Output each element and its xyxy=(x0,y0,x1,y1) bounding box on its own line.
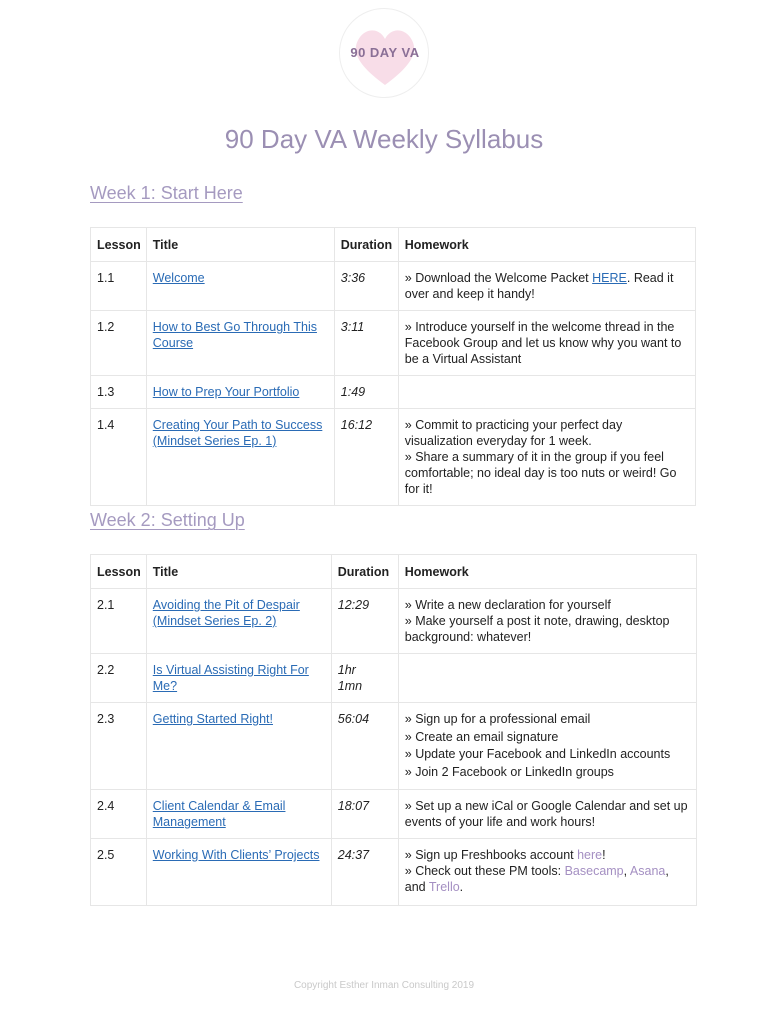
homework-text: . xyxy=(459,880,464,894)
header-duration: Duration xyxy=(334,228,398,262)
lesson-duration: 24:37 xyxy=(331,839,398,906)
lesson-number: 1.4 xyxy=(91,409,147,506)
lesson-duration: 12:29 xyxy=(331,589,398,654)
homework-cell: » Set up a new iCal or Google Calendar and set up events of your life and work hours! xyxy=(398,790,696,839)
homework-cell xyxy=(398,376,695,409)
lesson-number: 1.2 xyxy=(91,311,147,376)
lesson-link[interactable]: Is Virtual Assisting Right For Me? xyxy=(152,663,309,693)
homework-item: » Share a summary of it in the group if you feel comfortable; no ideal day is too nuts or weird! Go for it! xyxy=(404,450,677,496)
lesson-number: 2.2 xyxy=(91,654,147,703)
lesson-number: 2.4 xyxy=(91,790,147,839)
homework-text: ! xyxy=(602,848,606,862)
homework-cell xyxy=(398,654,696,703)
table-header-row xyxy=(91,555,697,589)
lesson-number: 2.1 xyxy=(91,589,147,654)
homework-text: » Sign up Freshbooks account xyxy=(404,848,578,862)
table-row xyxy=(91,839,697,906)
lesson-link[interactable]: How to Best Go Through This Course xyxy=(152,320,317,350)
week1-heading: Week 1: Start Here xyxy=(90,183,243,203)
header-homework: Homework xyxy=(398,555,696,589)
lesson-duration: 3:36 xyxy=(334,262,398,311)
table-row xyxy=(91,262,696,311)
separator: , xyxy=(623,864,630,878)
lesson-duration xyxy=(331,654,398,703)
lesson-link[interactable]: Client Calendar & Email Management xyxy=(152,799,286,829)
lesson-number: 1.1 xyxy=(91,262,147,311)
lesson-duration: 1:49 xyxy=(334,376,398,409)
table-row xyxy=(91,703,697,790)
lesson-duration: 3:11 xyxy=(334,311,398,376)
trello-link[interactable]: Trello xyxy=(428,880,460,894)
homework-cell xyxy=(398,589,696,654)
lesson-number: 2.3 xyxy=(91,703,147,790)
header-lesson: Lesson xyxy=(91,228,147,262)
homework-item: » Join 2 Facebook or LinkedIn groups xyxy=(404,764,614,779)
asana-link[interactable]: Asana xyxy=(629,864,666,878)
header-title: Title xyxy=(146,228,334,262)
lesson-link[interactable]: Getting Started Right! xyxy=(152,712,273,726)
lesson-link[interactable]: Creating Your Path to Success (Mindset Series Ep. 1) xyxy=(152,418,323,448)
header-title: Title xyxy=(146,555,331,589)
week2-heading: Week 2: Setting Up xyxy=(90,510,245,530)
homework-item xyxy=(405,847,691,863)
homework-item: » Sign up for a professional email xyxy=(404,712,591,726)
homework-item: » Update your Facebook and LinkedIn accounts xyxy=(404,747,671,761)
freshbooks-link[interactable]: here xyxy=(577,848,603,862)
lesson-link[interactable]: Working With Clients’ Projects xyxy=(152,848,320,862)
homework-cell xyxy=(398,409,695,506)
lesson-duration: 56:04 xyxy=(331,703,398,790)
table-row xyxy=(91,311,696,376)
homework-cell xyxy=(398,839,696,906)
table-row xyxy=(91,409,696,506)
homework-item: » Create an email signature xyxy=(404,729,559,744)
lesson-link[interactable]: Welcome xyxy=(152,271,205,285)
table-row xyxy=(91,589,697,654)
homework-text: » Download the Welcome Packet xyxy=(404,271,593,285)
lesson-link[interactable]: How to Prep Your Portfolio xyxy=(152,385,300,399)
lesson-link[interactable]: Avoiding the Pit of Despair (Mindset Series Ep. 2) xyxy=(152,598,300,628)
homework-text: . Read it over and keep it handy! xyxy=(404,271,674,301)
welcome-packet-link[interactable]: HERE xyxy=(592,271,627,285)
lesson-number: 1.3 xyxy=(91,376,147,409)
logo-text: 90 DAY VA xyxy=(350,45,420,60)
header-duration: Duration xyxy=(331,555,398,589)
duration-hours: 1hr xyxy=(337,663,356,677)
table-row xyxy=(91,654,697,703)
duration-minutes: 1mn xyxy=(337,679,363,693)
table-header-row xyxy=(91,228,696,262)
header-lesson: Lesson xyxy=(91,555,147,589)
copyright-footer: Copyright Esther Inman Consulting 2019 xyxy=(293,980,475,991)
basecamp-link[interactable]: Basecamp xyxy=(564,864,624,878)
homework-item: » Make yourself a post it note, drawing, desktop background: whatever! xyxy=(404,614,670,644)
lesson-duration: 16:12 xyxy=(334,409,398,506)
brand-logo xyxy=(339,8,429,98)
week1-table xyxy=(90,227,696,506)
table-row xyxy=(91,790,697,839)
homework-cell xyxy=(398,703,696,790)
week2-table xyxy=(90,554,697,906)
lesson-duration: 18:07 xyxy=(331,790,398,839)
lesson-number: 2.5 xyxy=(91,839,147,906)
homework-text: » Check out these PM tools: xyxy=(404,864,565,878)
homework-item xyxy=(405,863,691,895)
homework-item: » Write a new declaration for yourself xyxy=(404,598,611,612)
homework-cell xyxy=(398,262,695,311)
header-homework: Homework xyxy=(398,228,695,262)
separator: , and xyxy=(404,864,669,894)
homework-item: » Commit to practicing your perfect day visualization everyday for 1 week. xyxy=(404,418,623,448)
table-row xyxy=(91,376,696,409)
homework-cell: » Introduce yourself in the welcome thread in the Facebook Group and let us know why you want to be a Virtual Assistant xyxy=(398,311,695,376)
page-title: 90 Day VA Weekly Syllabus xyxy=(224,124,544,154)
